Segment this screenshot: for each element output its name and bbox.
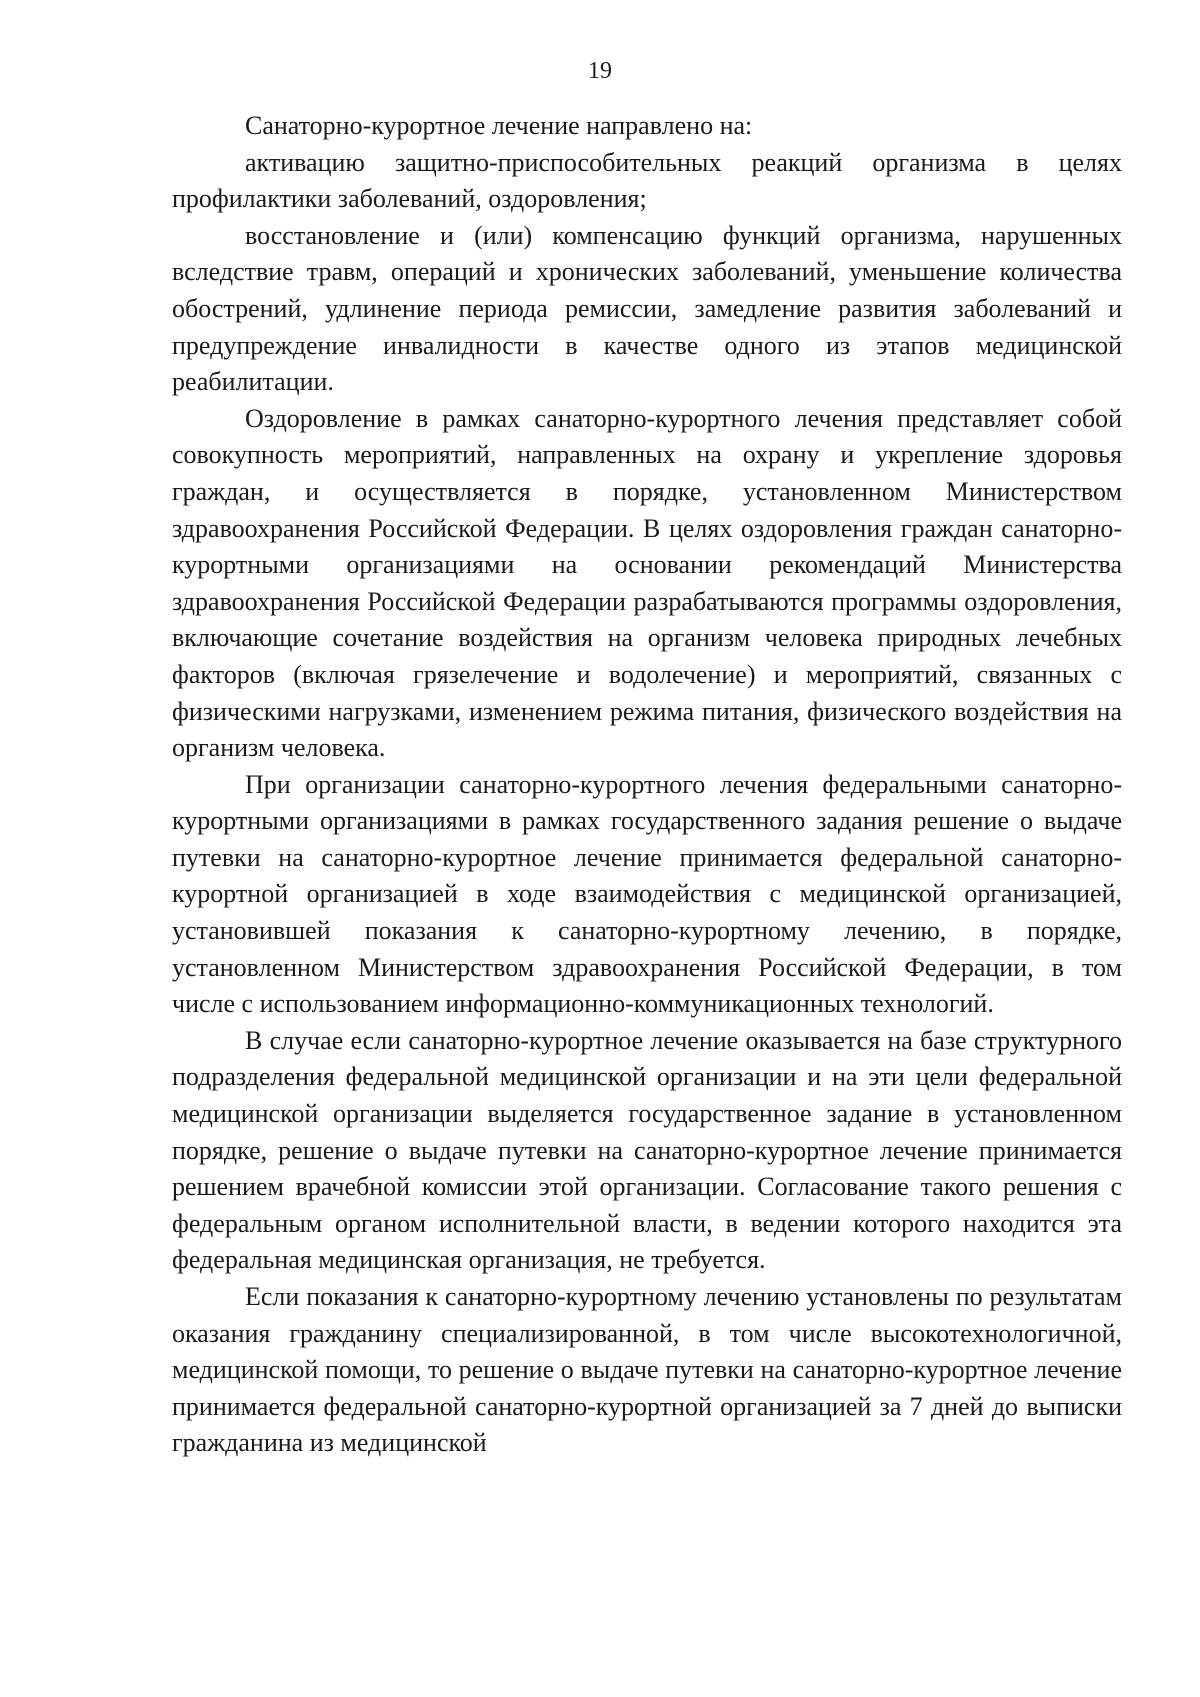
page-number: 19 xyxy=(588,58,612,84)
paragraph-structural-division: В случае если санаторно-курортное лечение оказывается на базе структурного подразделения федеральной медицинской организации и на эти цели федеральной медицинской организации выделяется государственное задание в установленном порядке, решение о выдаче путевки на санаторно-курортное лечение принимается решением врачебной комиссии этой организации. Согласование такого решения с федеральным органом исполнительной власти, в ведении которого находится эта федеральная медицинская организация, не требуется. xyxy=(172,1025,1122,1275)
paragraph-activation: активацию защитно-приспособительных реакций организма в целях профилактики заболеваний, оздоровления; xyxy=(172,147,1122,214)
paragraph-federal-organizations: При организации санаторно-курортного лечения федеральными санаторно-курортными организациями в рамках государственного задания решение о выдаче путевки на санаторно-курортное лечение принимается федеральной санаторно-курортной организацией в ходе взаимодействия с медицинской организацией, установившей показания к санаторно-курортному лечению, в порядке, установленном Министерством здравоохранения Российской Федерации, в том числе с использованием информационно-коммуникационных технологий. xyxy=(172,769,1122,1019)
paragraph-treatment-intro: Санаторно-курортное лечение направлено на: xyxy=(245,111,753,140)
paragraph-specialized-care: Если показания к санаторно-курортному лечению установлены по результатам оказания гражданину специализированной, в том числе высокотехнологичной, медицинской помощи, то решение о выдаче путевки на санаторно-курортное лечение принимается федеральной санаторно-курортной организацией за 7 дней до выписки гражданина из медицинской xyxy=(172,1282,1122,1458)
paragraph-wellness: Оздоровление в рамках санаторно-курортного лечения представляет собой совокупность мероприятий, направленных на охрану и укрепление здоровья граждан, и осуществляется в порядке, установленном Министерством здравоохранения Российской Федерации. В целях оздоровления граждан санаторно-курортными организациями на основании рекомендаций Министерства здравоохранения Российской Федерации разрабатываются программы оздоровления, включающие сочетание воздействия на организм человека природных лечебных факторов (включая грязелечение и водолечение) и мероприятий, связанных с физическими нагрузками, изменением режима питания, физического воздействия на организм человека. xyxy=(172,403,1122,763)
paragraph-restoration: восстановление и (или) компенсацию функций организма, нарушенных вследствие травм, операций и хронических заболеваний, уменьшение количества обострений, удлинение периода ремиссии, замедление развития заболеваний и предупреждение инвалидности в качестве одного из этапов медицинской реабилитации. xyxy=(172,220,1122,397)
document-body xyxy=(172,108,1122,1462)
